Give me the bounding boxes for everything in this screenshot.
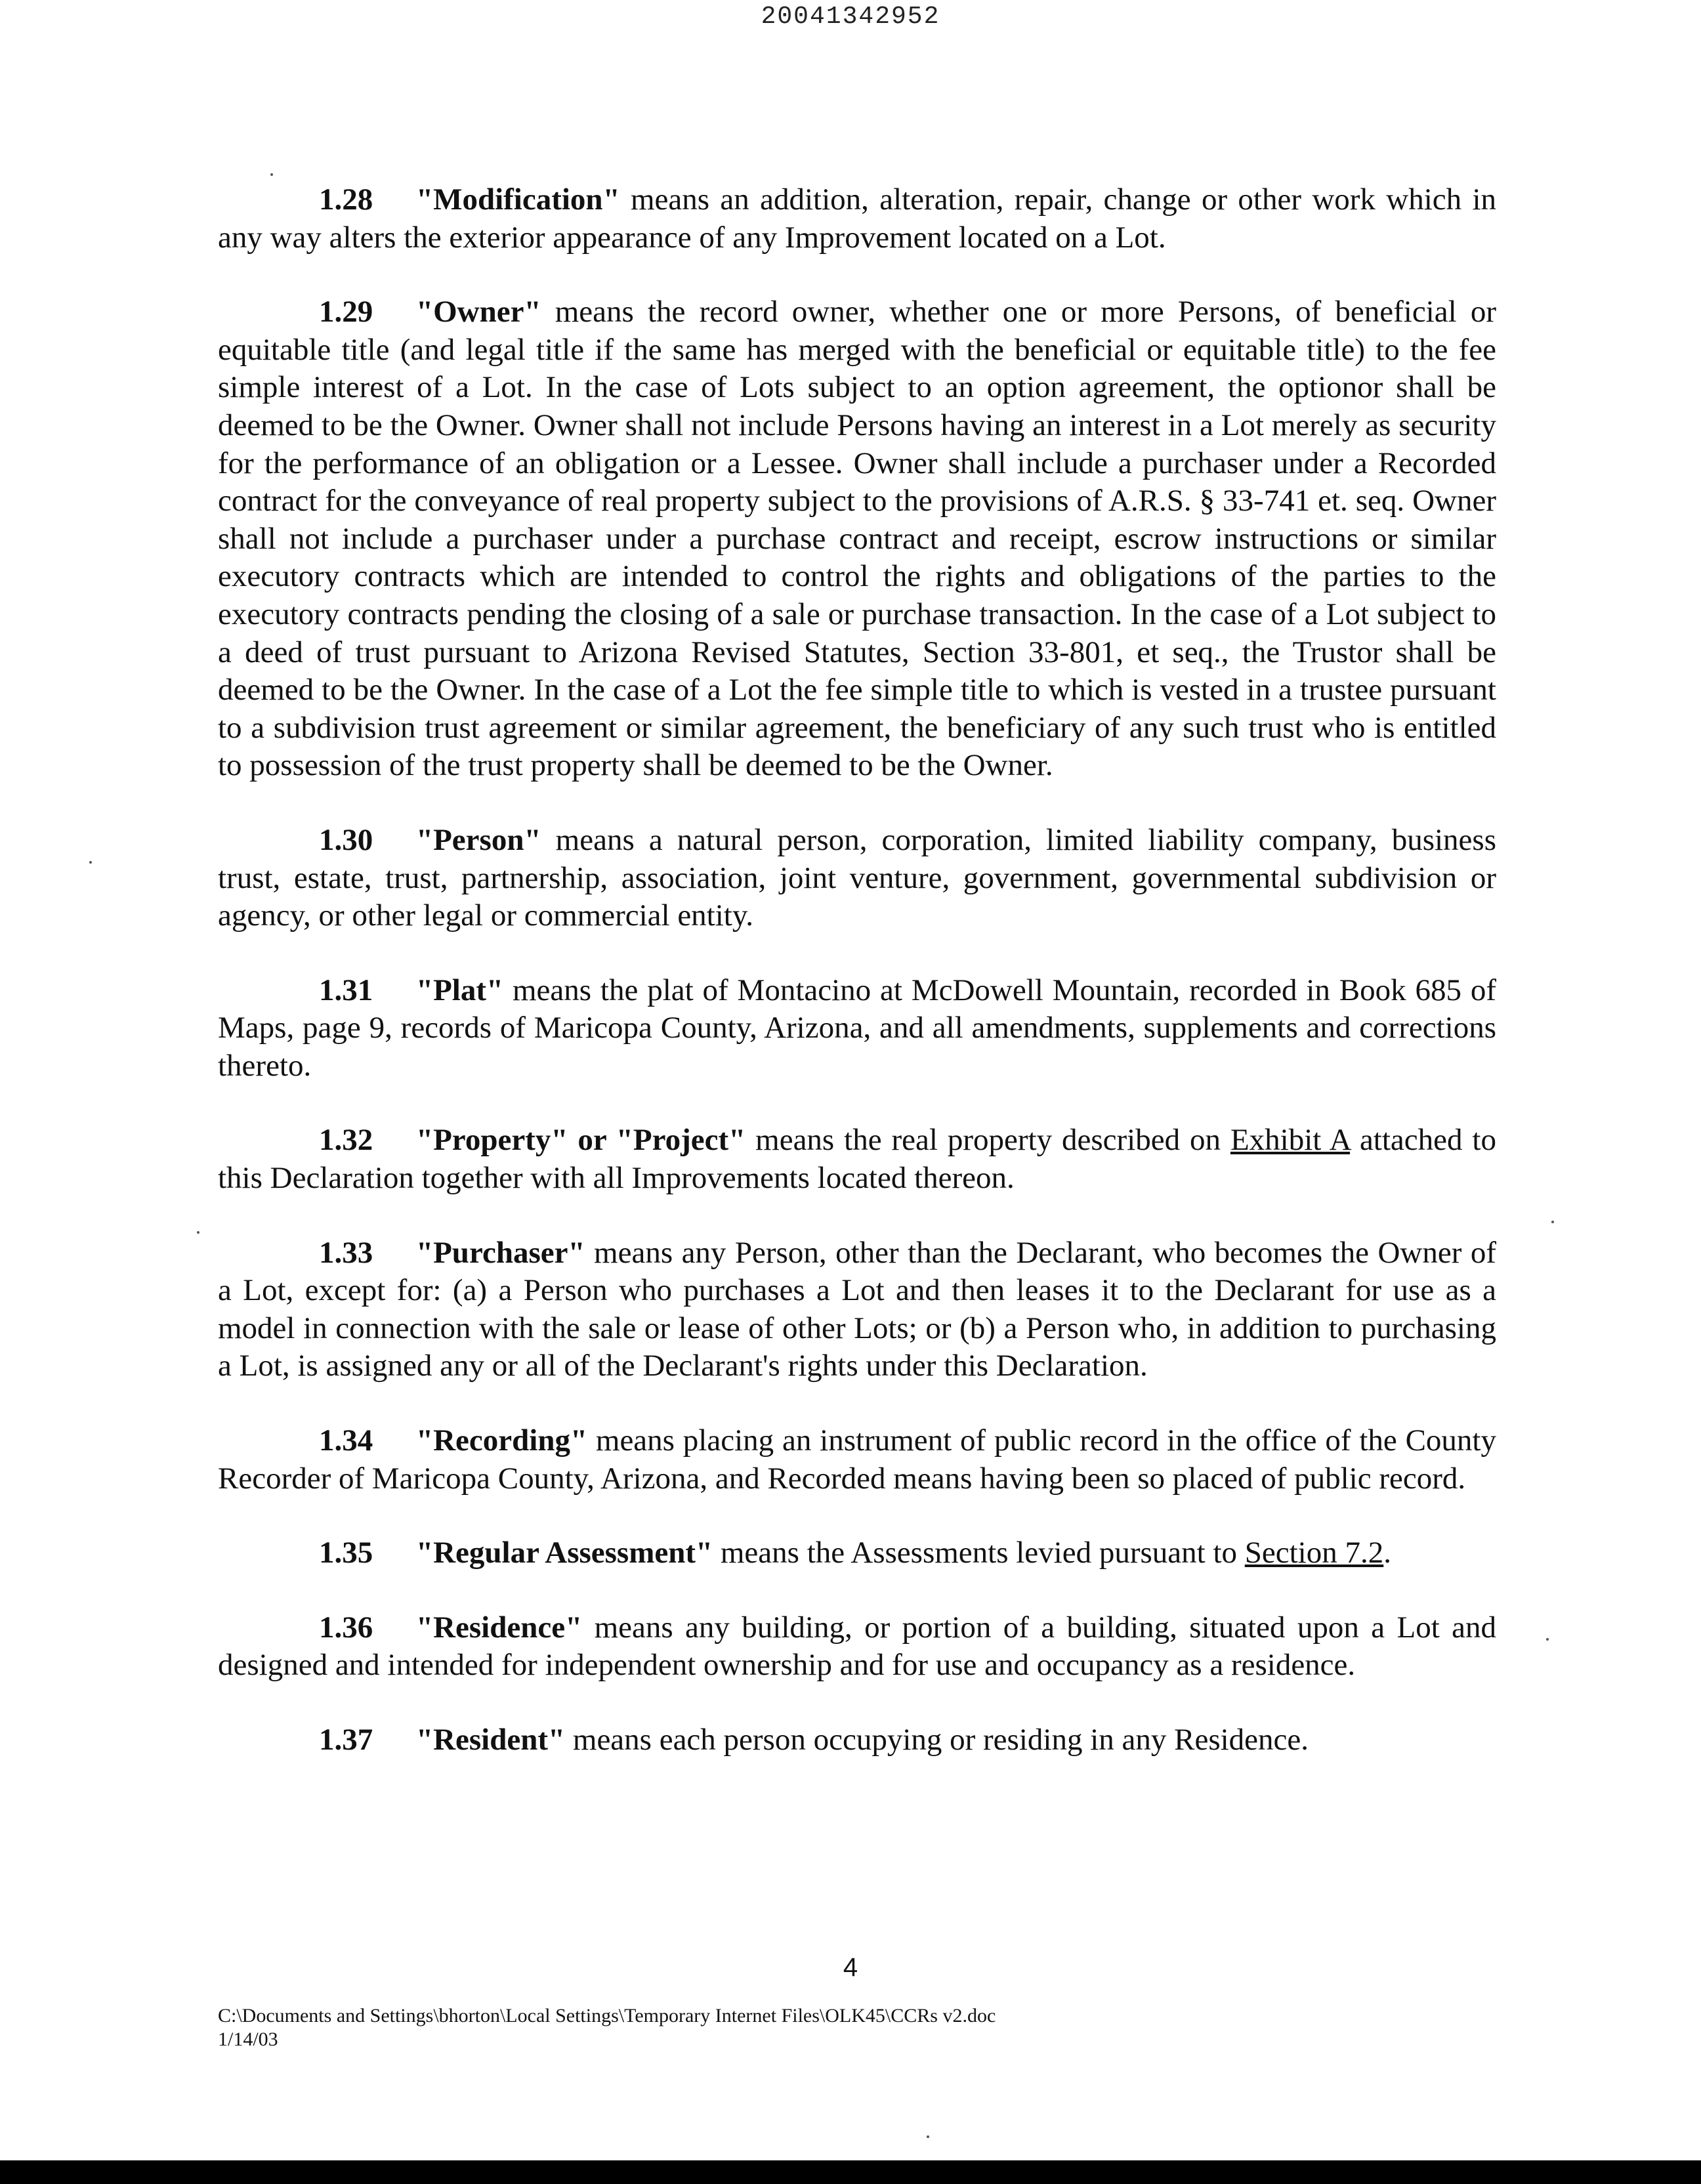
footer-file-path: C:\Documents and Settings\bhorton\Local Settings\Temporary Internet Files\OLK45\CCRs v2.doc xyxy=(218,2005,996,2026)
scan-speck xyxy=(197,1231,200,1234)
scan-speck xyxy=(270,173,273,176)
definition-text-continued: attached to this Declaration together with all Improvements located thereon. xyxy=(218,1123,1496,1196)
section-7-2-reference: Section 7.2 xyxy=(1244,1536,1384,1570)
definition-text-continued: . xyxy=(1383,1536,1391,1570)
section-number: 1.30 xyxy=(319,822,373,857)
section-number: 1.29 xyxy=(319,295,373,329)
section-1-32 xyxy=(218,1122,1496,1197)
scan-speck xyxy=(1551,1221,1554,1223)
defined-term: "Resident" xyxy=(416,1723,566,1757)
defined-term: "Plat" xyxy=(416,973,504,1007)
section-1-30 xyxy=(218,822,1496,935)
defined-term: "Modification" xyxy=(416,182,620,217)
document-number: 20041342952 xyxy=(761,3,940,31)
defined-term: "Person" xyxy=(416,822,541,857)
defined-term: "Residence" xyxy=(416,1610,583,1645)
scan-speck xyxy=(927,2135,929,2138)
defined-term: "Purchaser" xyxy=(416,1235,585,1270)
definition-text: means a natural person, corporation, limited liability company, business trust, estate, trust, partnership, association, joint venture, government, governmental subdivision or agency, or other legal or commercial entity. xyxy=(218,822,1496,933)
defined-term: "Owner" xyxy=(416,295,541,329)
defined-term: "Regular Assessment" xyxy=(416,1536,713,1570)
defined-term: "Recording" xyxy=(416,1423,588,1458)
section-number: 1.32 xyxy=(319,1123,373,1158)
section-number: 1.28 xyxy=(319,182,373,217)
section-1-33 xyxy=(218,1234,1496,1385)
definitions-body xyxy=(218,181,1496,1796)
section-number: 1.33 xyxy=(319,1235,373,1270)
section-1-35 xyxy=(218,1534,1496,1572)
section-number: 1.34 xyxy=(319,1423,373,1458)
section-1-28 xyxy=(218,181,1496,257)
footer-date: 1/14/03 xyxy=(218,2028,278,2050)
section-1-31 xyxy=(218,972,1496,1085)
section-number: 1.36 xyxy=(319,1610,373,1645)
page-number: 4 xyxy=(843,1953,858,1982)
definition-text: means any building, or portion of a building, situated upon a Lot and designed and intended for independent ownership and for use and occupancy as a residence. xyxy=(218,1610,1496,1683)
section-1-36 xyxy=(218,1609,1496,1685)
definition-text: means the Assessments levied pursuant to xyxy=(713,1536,1245,1570)
definition-text: means an addition, alteration, repair, change or other work which in any way alters the exterior appearance of any Improvement located on a Lot. xyxy=(218,182,1496,255)
section-1-29 xyxy=(218,293,1496,785)
scan-border xyxy=(0,2160,1701,2184)
section-number: 1.31 xyxy=(319,973,373,1007)
definition-text: means any Person, other than the Declarant, who becomes the Owner of a Lot, except for: (a) a Person who purchases a Lot and then leases it to the Declarant for use as a model in connection with the sale or lease of other Lots; or (b) a Person who, in addition to purchasing a Lot, is assigned any or all of the Declarant's rights under this Declaration. xyxy=(218,1235,1496,1383)
definition-text: means the real property described on xyxy=(746,1123,1230,1158)
file-path-footer xyxy=(218,2004,996,2051)
definition-text: means the plat of Montacino at McDowell Mountain, recorded in Book 685 of Maps, page 9, records of Maricopa County, Arizona, and all amendments, supplements and corrections thereto. xyxy=(218,973,1496,1083)
exhibit-a-reference: Exhibit A xyxy=(1230,1123,1351,1158)
definition-text: means each person occupying or residing in any Residence. xyxy=(565,1723,1309,1757)
definition-text: means the record owner, whether one or more Persons, of beneficial or equitable title (and legal title if the same has merged with the beneficial or equitable title) to the fee simple interest of a Lot. In the case of Lots subject to an option agreement, the optionor shall be deemed to be the Owner. Owner shall not include Persons having an interest in a Lot merely as security for the performance of an obligation or a Lessee. Owner shall include a purchaser under a Recorded contract for the conveyance of real property subject to the provisions of A.R.S. § 33-741 et. seq. Owner shall not include a purchaser under a purchase contract and receipt, escrow instructions or similar executory contracts which are intended to control the rights and obligations of the parties to the executory contracts pending the closing of a sale or purchase transaction. In the case of a Lot subject to a deed of trust pursuant to Arizona Revised Statutes, Section 33-801, et seq., the Trustor shall be deemed to be the Owner. In the case of a Lot the fee simple title to which is vested in a trustee pursuant to a subdivision trust agreement or similar agreement, the beneficiary of any such trust who is entitled to possession of the trust property shall be deemed to be the Owner. xyxy=(218,295,1496,783)
section-number: 1.35 xyxy=(319,1536,373,1570)
section-number: 1.37 xyxy=(319,1723,373,1757)
defined-term: "Property" or "Project" xyxy=(416,1123,746,1158)
definition-text: means placing an instrument of public record in the office of the County Recorder of Maricopa County, Arizona, and Recorded means having been so placed of public record. xyxy=(218,1423,1496,1496)
section-1-37 xyxy=(218,1721,1496,1759)
scan-speck xyxy=(1546,1638,1549,1641)
scan-speck xyxy=(89,861,92,864)
section-1-34 xyxy=(218,1422,1496,1498)
